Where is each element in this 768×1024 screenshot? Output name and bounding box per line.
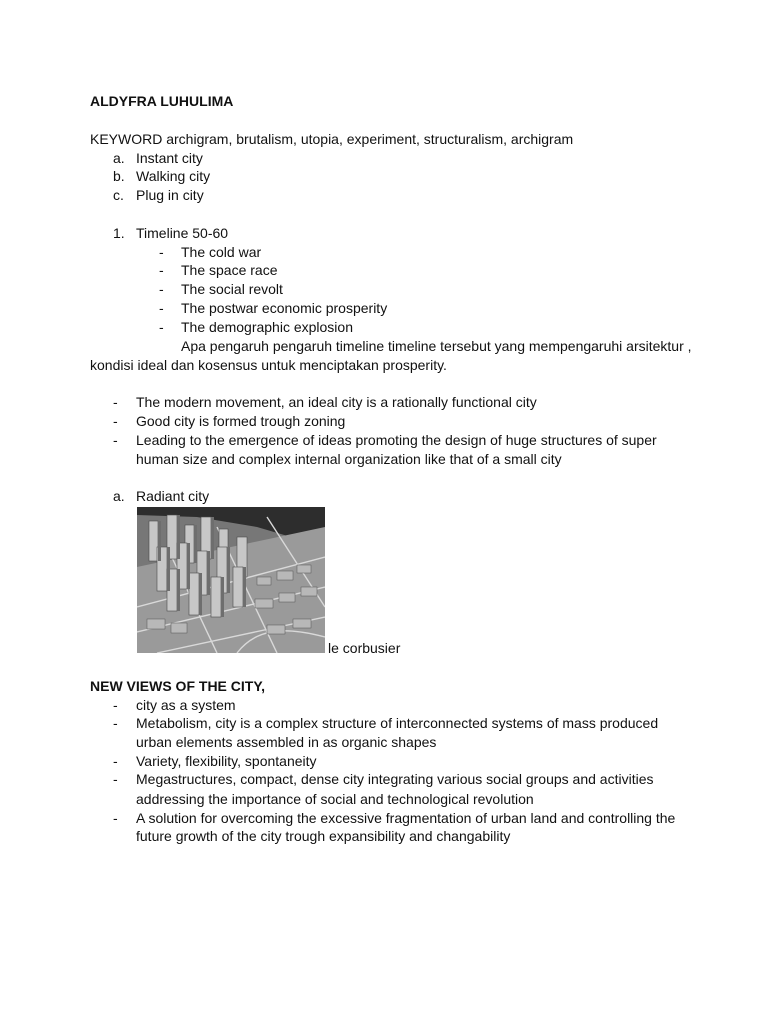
dash-marker: -: [159, 281, 164, 297]
keyword-line: KEYWORD archigram, brutalism, utopia, experiment, structuralism, archigram: [90, 131, 574, 147]
dash-marker: -: [113, 715, 118, 731]
list-marker: c.: [113, 187, 124, 203]
new-views-point: Variety, flexibility, spontaneity: [136, 753, 317, 769]
new-views-continuation: addressing the importance of social and technological revolution: [136, 791, 534, 807]
timeline-paragraph-line: kondisi ideal dan kosensus untuk menciptakan prosperity.: [90, 357, 447, 373]
section-heading-new-views: NEW VIEWS OF THE CITY,: [90, 678, 266, 694]
timeline-item: The postwar economic prosperity: [181, 300, 388, 316]
new-views-continuation: urban elements assembled in as organic shapes: [136, 734, 437, 750]
dash-marker: -: [113, 697, 118, 713]
modern-point: Leading to the emergence of ideas promoting the design of huge structures of super: [136, 432, 657, 448]
dash-marker: -: [113, 432, 118, 448]
new-views-point: A solution for overcoming the excessive fragmentation of urban land and controlling the: [136, 810, 676, 826]
dash-marker: -: [159, 262, 164, 278]
modern-point: Good city is formed trough zoning: [136, 413, 346, 429]
dash-marker: -: [113, 753, 118, 769]
timeline-item: The social revolt: [181, 281, 283, 297]
author-name: ALDYFRA LUHULIMA: [90, 93, 234, 109]
city-model-image: [137, 507, 325, 653]
dash-marker: -: [159, 319, 164, 335]
dash-marker: -: [113, 810, 118, 826]
list-marker: b.: [113, 168, 125, 184]
new-views-point: Megastructures, compact, dense city integrating various social groups and activities: [136, 771, 654, 787]
dash-marker: -: [159, 300, 164, 316]
timeline-title: Timeline 50-60: [136, 225, 229, 241]
photo-caption: le corbusier: [328, 640, 401, 656]
keyword-item-walking-city: Walking city: [136, 168, 211, 184]
list-marker: 1.: [113, 225, 125, 241]
keyword-item-plug-in-city: Plug in city: [136, 187, 204, 203]
dash-marker: -: [113, 394, 118, 410]
timeline-item: The demographic explosion: [181, 319, 353, 335]
keyword-item-instant-city: Instant city: [136, 150, 203, 166]
list-marker: a.: [113, 150, 125, 166]
new-views-point: city as a system: [136, 697, 236, 713]
timeline-item: The space race: [181, 262, 278, 278]
dash-marker: -: [159, 244, 164, 260]
radiant-city-title: Radiant city: [136, 488, 210, 504]
timeline-paragraph-line: Apa pengaruh pengaruh timeline timeline tersebut yang mempengaruhi arsitektur ,: [181, 338, 692, 354]
new-views-continuation: future growth of the city trough expansibility and changability: [136, 828, 511, 844]
modern-point-continuation: human size and complex internal organization like that of a small city: [136, 451, 562, 467]
list-marker: a.: [113, 488, 125, 504]
timeline-item: The cold war: [181, 244, 262, 260]
radiant-city-photo: [137, 507, 325, 653]
dash-marker: -: [113, 413, 118, 429]
dash-marker: -: [113, 771, 118, 787]
new-views-point: Metabolism, city is a complex structure of interconnected systems of mass produced: [136, 715, 659, 731]
modern-point: The modern movement, an ideal city is a rationally functional city: [136, 394, 537, 410]
